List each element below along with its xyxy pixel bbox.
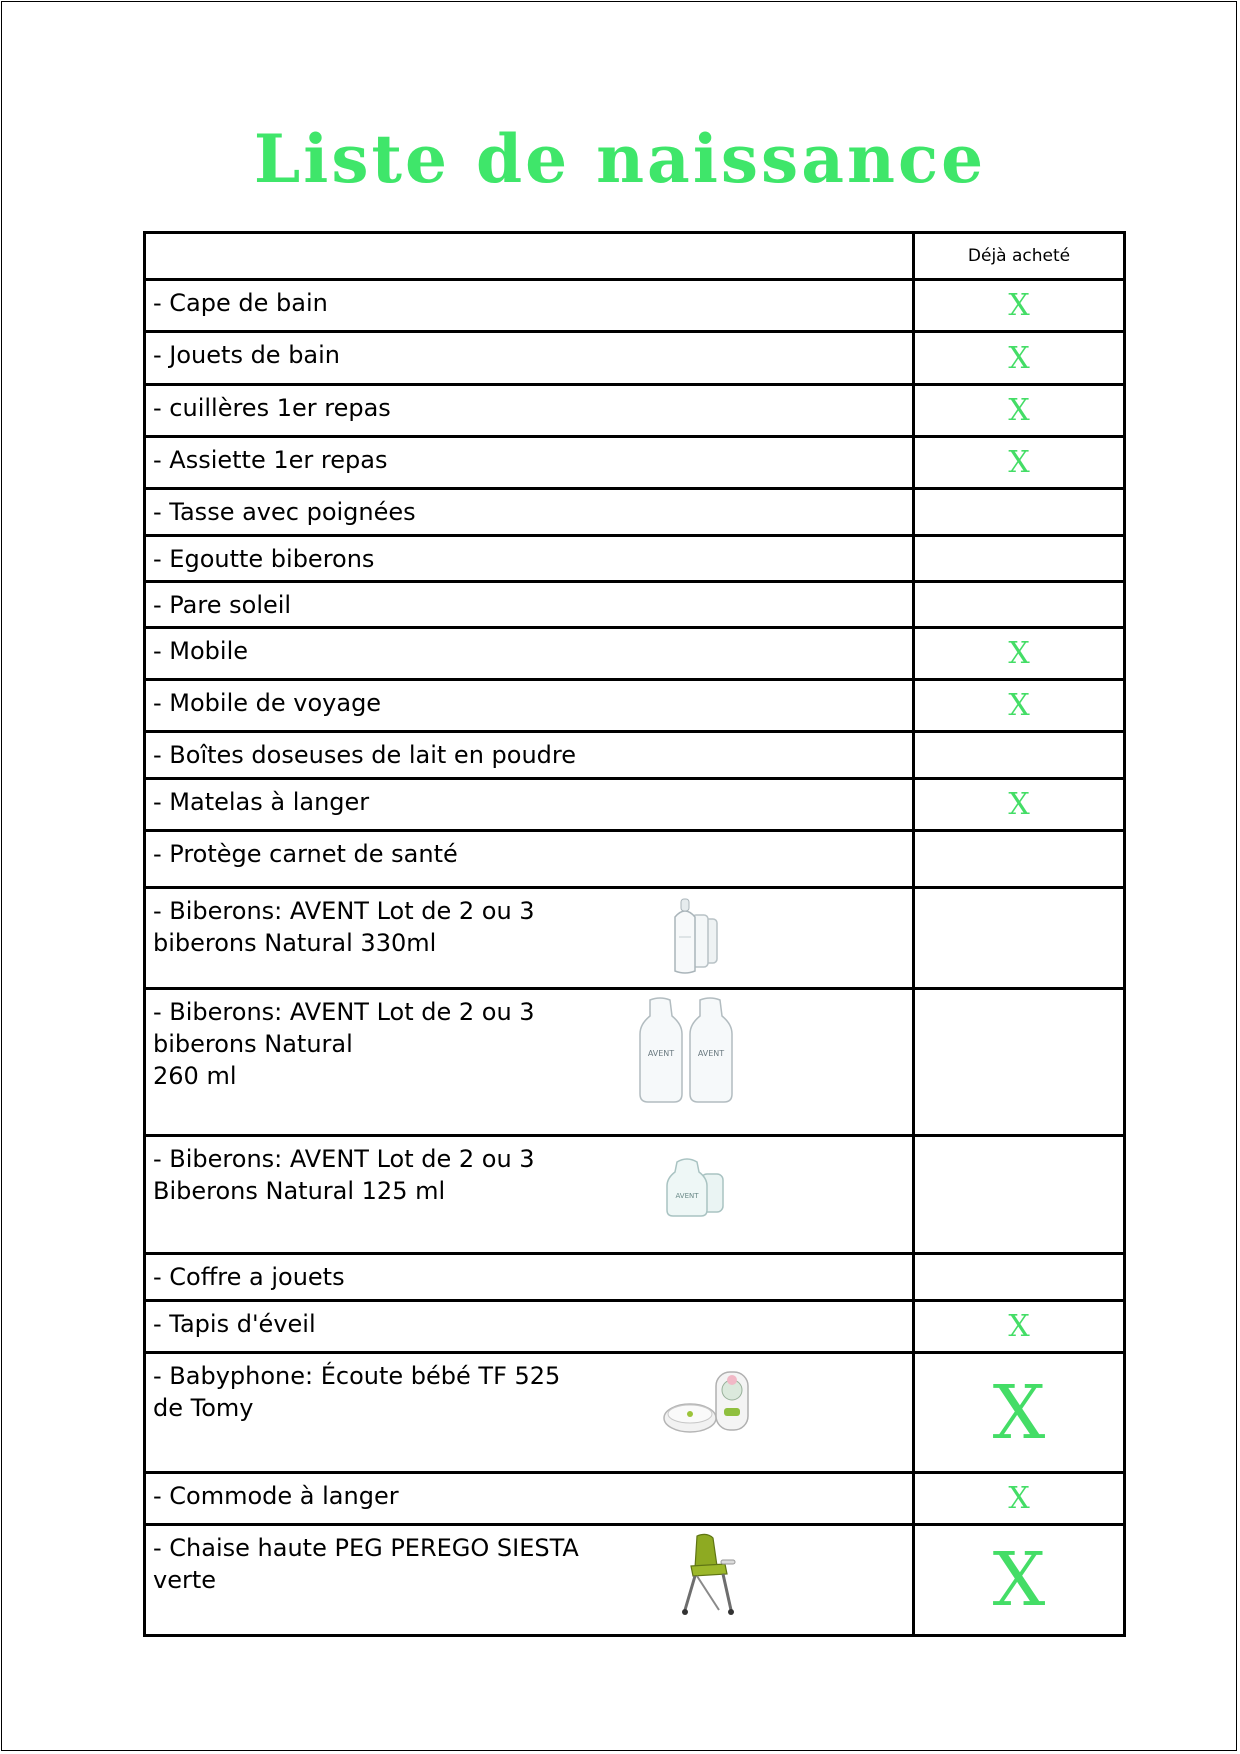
table-row	[145, 280, 1125, 332]
high-chair-image	[658, 1526, 758, 1622]
item-label: - Tasse avec poignées	[153, 498, 416, 526]
header-purchased-cell: Déjà acheté	[914, 233, 1125, 280]
item-label: - Pare soleil	[153, 591, 292, 619]
table-row	[145, 680, 1125, 732]
table-header-row	[145, 233, 1125, 280]
bottles-330ml-image	[658, 889, 750, 985]
item-label: - Tapis d'éveil	[153, 1310, 316, 1338]
table-row	[145, 989, 1125, 1136]
table-row	[145, 489, 1125, 536]
item-label: - Protège carnet de santé	[153, 840, 458, 868]
table-row	[145, 1254, 1125, 1301]
table-row	[145, 732, 1125, 779]
item-label: - cuillères 1er repas	[153, 394, 391, 422]
item-label: - Boîtes doseuses de lait en poudre	[153, 741, 576, 769]
item-label: - Coffre a jouets	[153, 1263, 345, 1291]
table-row	[145, 888, 1125, 989]
bottles-260ml-image	[634, 990, 738, 1110]
item-label: - Biberons: AVENT Lot de 2 ou 3 biberons Natural 260 ml	[153, 998, 535, 1090]
item-label: - Commode à langer	[153, 1482, 399, 1510]
purchased-mark: X	[914, 280, 1125, 332]
item-label: - Egoutte biberons	[153, 545, 375, 573]
item-label: - Matelas à langer	[153, 788, 370, 816]
bottles-125ml-image	[658, 1137, 738, 1233]
table-row	[145, 628, 1125, 680]
purchased-mark: X	[914, 437, 1125, 489]
purchased-mark: X	[914, 779, 1125, 831]
table-row	[145, 1525, 1125, 1636]
table-row	[145, 1136, 1125, 1254]
purchased-mark: X	[914, 628, 1125, 680]
purchased-mark	[914, 489, 1125, 536]
table-row	[145, 582, 1125, 628]
purchased-mark: X	[914, 680, 1125, 732]
purchased-mark: X	[914, 1353, 1125, 1473]
avent-label: AVENT	[675, 1192, 699, 1200]
purchased-mark	[914, 732, 1125, 779]
purchased-mark: X	[914, 1525, 1125, 1636]
item-label: - Biberons: AVENT Lot de 2 ou 3 Biberons Natural 125 ml	[153, 1145, 535, 1205]
purchased-mark	[914, 1136, 1125, 1254]
purchased-mark	[914, 536, 1125, 582]
item-label: - Babyphone: Écoute bébé TF 525 de Tomy	[153, 1362, 561, 1422]
table-row	[145, 332, 1125, 385]
purchased-mark	[914, 1254, 1125, 1301]
item-label: - Assiette 1er repas	[153, 446, 388, 474]
avent-label: AVENT	[647, 1049, 675, 1058]
purchased-mark	[914, 888, 1125, 989]
baby-monitor-image	[658, 1354, 758, 1450]
item-label: - Mobile de voyage	[153, 689, 382, 717]
table-row	[145, 1353, 1125, 1473]
table-row	[145, 536, 1125, 582]
header-item-cell	[145, 233, 914, 280]
purchased-mark: X	[914, 332, 1125, 385]
table-row	[145, 1301, 1125, 1353]
purchased-mark: X	[914, 385, 1125, 437]
item-label: - Jouets de bain	[153, 341, 341, 369]
table-row	[145, 779, 1125, 831]
purchased-mark	[914, 831, 1125, 888]
birth-list-table	[143, 231, 1126, 1637]
item-label: - Mobile	[153, 637, 249, 665]
item-label: - Cape de bain	[153, 289, 328, 317]
purchased-mark: X	[914, 1473, 1125, 1525]
purchased-mark: X	[914, 1301, 1125, 1353]
table-row	[145, 1473, 1125, 1525]
page-title: Liste de naissance	[253, 120, 987, 198]
table-row	[145, 831, 1125, 888]
item-label: - Chaise haute PEG PEREGO SIESTA verte	[153, 1534, 579, 1594]
purchased-mark	[914, 989, 1125, 1136]
table-row	[145, 437, 1125, 489]
avent-label: AVENT	[697, 1049, 725, 1058]
purchased-mark	[914, 582, 1125, 628]
table-row	[145, 385, 1125, 437]
item-label: - Biberons: AVENT Lot de 2 ou 3 biberons Natural 330ml	[153, 897, 535, 957]
